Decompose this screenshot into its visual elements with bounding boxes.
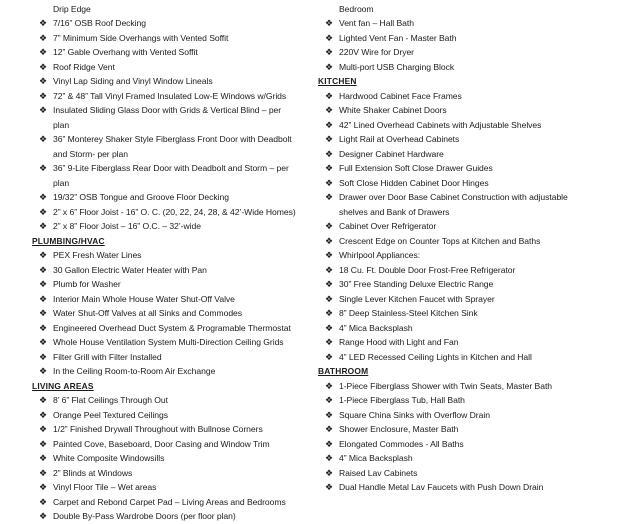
spec-text: 36” 9-Lite Fiberglass Rear Door with Deadbolt and Storm – per [53, 163, 289, 173]
spec-text: Filter Grill with Filter Installed [53, 351, 162, 362]
section-heading: LIVING AREAS [32, 380, 94, 391]
spec-text: 2” x 6” Floor Joist - 16” O. C. (20, 22, 24, 28, & 42’-Wide Homes) [53, 206, 296, 217]
spec-list-item [318, 466, 634, 481]
spec-text: 2” x 8” Floor Joist – 16” O.C. – 32’-wide [53, 221, 201, 231]
spec-text: Designer Cabinet Hardware [339, 148, 444, 159]
spec-list-item [318, 263, 634, 278]
spec-list-item [318, 321, 634, 336]
spec-text: Square China Sinks with Overflow Drain [339, 409, 490, 420]
diamond-bullet-icon: ❖ [324, 177, 334, 188]
spec-list-item [318, 422, 634, 437]
spec-list-item [318, 480, 634, 495]
spec-list-item [318, 147, 634, 162]
diamond-bullet-icon: ❖ [38, 163, 48, 173]
spec-list-item [32, 306, 324, 321]
spec-text: Lighted Vent Fan - Master Bath [339, 32, 457, 43]
diamond-bullet-icon: ❖ [324, 467, 334, 478]
diamond-bullet-icon: ❖ [38, 76, 48, 86]
spec-text: Range Hood with Light and Fan [339, 337, 459, 347]
spec-list-item [318, 190, 634, 205]
diamond-bullet-icon: ❖ [324, 279, 334, 289]
spec-list-item [32, 393, 324, 408]
spec-text: Cabinet Over Refrigerator [339, 221, 437, 231]
diamond-bullet-icon: ❖ [38, 496, 48, 507]
spec-text: Vinyl Lap Siding and Vinyl Window Lineals [53, 76, 213, 86]
diamond-bullet-icon: ❖ [38, 105, 48, 115]
spec-text: Whole House Ventilation System Multi-Direction Ceiling Grids [53, 337, 284, 347]
spec-list-item [318, 292, 634, 307]
spec-list-item [32, 422, 324, 437]
diamond-bullet-icon: ❖ [38, 351, 48, 362]
diamond-bullet-icon: ❖ [38, 409, 48, 420]
spec-text: Whirlpool Appliances: [339, 250, 421, 260]
spec-list-item [318, 219, 634, 234]
spec-list-item [32, 277, 324, 292]
spec-list-item [318, 393, 634, 408]
spec-text: 12” Gable Overhang with Vented Soffit [53, 47, 198, 57]
spec-text: Full Extension Soft Close Drawer Guides [339, 163, 493, 173]
spec-list-item [318, 16, 634, 31]
spec-list-item [32, 16, 324, 31]
diamond-bullet-icon: ❖ [324, 90, 334, 101]
spec-text: Interior Main Whole House Water Shut-Off Valve [53, 293, 235, 304]
spec-list-item [318, 176, 634, 191]
spec-list-item [318, 45, 634, 60]
spec-list-item [32, 495, 324, 510]
spec-text: Dual Handle Metal Lav Faucets with Push Down Drain [339, 482, 544, 492]
spec-list-item [318, 379, 634, 394]
diamond-bullet-icon: ❖ [324, 337, 334, 347]
spec-list-item [32, 335, 324, 350]
spec-list-item [318, 60, 634, 75]
spec-text: 1-Piece Fiberglass Shower with Twin Seats, Master Bath [339, 380, 553, 391]
spec-list-item [318, 132, 634, 147]
spec-list-item [32, 205, 324, 220]
spec-list-item [318, 451, 634, 466]
spec-list-item [32, 451, 324, 466]
spec-text: 220V Wire for Dryer [339, 47, 414, 57]
spec-text: In the Ceiling Room-to-Room Air Exchange [53, 366, 216, 376]
right-spec-column [318, 0, 634, 495]
spec-text: 72” & 48” Tall Vinyl Framed Insulated Low-E Windows w/Grids [53, 90, 287, 101]
spec-list-item [318, 234, 634, 249]
diamond-bullet-icon: ❖ [324, 293, 334, 304]
diamond-bullet-icon: ❖ [324, 192, 334, 202]
diamond-bullet-icon: ❖ [38, 47, 48, 57]
spec-list-item [32, 466, 324, 481]
spec-list-item [318, 31, 634, 46]
diamond-bullet-icon: ❖ [324, 32, 334, 43]
spec-text: 2” Blinds at Windows [53, 467, 133, 478]
spec-list-item [32, 364, 324, 379]
spec-list-item [32, 190, 324, 205]
spec-text: PEX Fresh Water Lines [53, 250, 142, 260]
spec-text: 18 Cu. Ft. Double Door Frost-Free Refrigerator [339, 264, 516, 275]
spec-list-item [32, 103, 324, 118]
spec-list-item [318, 437, 634, 452]
spec-list-item [318, 118, 634, 133]
spec-text: Elongated Commodes - All Baths [339, 438, 464, 449]
spec-text: shelves and Bank of Drawers [339, 206, 450, 217]
diamond-bullet-icon: ❖ [324, 235, 334, 246]
spec-text: Vinyl Floor Tile – Wet areas [53, 482, 157, 492]
diamond-bullet-icon: ❖ [38, 366, 48, 376]
spec-text: Soft Close Hidden Cabinet Door Hinges [339, 177, 489, 188]
spec-list-item [32, 45, 324, 60]
spec-list-item [32, 263, 324, 278]
diamond-bullet-icon: ❖ [38, 18, 48, 28]
spec-text: plan [53, 177, 70, 188]
spec-text: Drip Edge [53, 3, 91, 14]
spec-text: and Storm- per plan [53, 148, 129, 159]
diamond-bullet-icon: ❖ [38, 221, 48, 231]
spec-list-item [32, 437, 324, 452]
spec-list-item [318, 248, 634, 263]
diamond-bullet-icon: ❖ [38, 279, 48, 289]
diamond-bullet-icon: ❖ [324, 250, 334, 260]
spec-text: 8’ 6” Flat Ceilings Through Out [53, 395, 168, 405]
diamond-bullet-icon: ❖ [38, 424, 48, 434]
diamond-bullet-icon: ❖ [324, 148, 334, 159]
section-heading: BATHROOM [318, 366, 369, 376]
spec-list-item [32, 74, 324, 89]
spec-text: Light Rail at Overhead Cabinets [339, 134, 460, 144]
spec-text: 8” Deep Stainless-Steel Kitchen Sink [339, 308, 478, 318]
diamond-bullet-icon: ❖ [38, 192, 48, 202]
diamond-bullet-icon: ❖ [324, 351, 334, 362]
spec-text: 1-Piece Fiberglass Tub, Hall Bath [339, 395, 465, 405]
diamond-bullet-icon: ❖ [324, 163, 334, 173]
spec-text: Single Lever Kitchen Faucet with Sprayer [339, 293, 495, 304]
spec-text: 30” Free Standing Deluxe Electric Range [339, 279, 494, 289]
spec-list-item [32, 480, 324, 495]
diamond-bullet-icon: ❖ [38, 206, 48, 217]
diamond-bullet-icon: ❖ [324, 119, 334, 130]
spec-text: Plumb for Washer [53, 279, 121, 289]
diamond-bullet-icon: ❖ [324, 438, 334, 449]
spec-text: 36” Monterey Shaker Style Fiberglass Front Door with Deadbolt [53, 134, 292, 144]
spec-list-item [318, 277, 634, 292]
diamond-bullet-icon: ❖ [38, 264, 48, 275]
diamond-bullet-icon: ❖ [38, 453, 48, 463]
spec-text: Double By-Pass Wardrobe Doors (per floor plan) [53, 511, 236, 521]
spec-text: Drawer over Door Base Cabinet Construction with adjustable [339, 192, 568, 202]
section-heading: KITCHEN [318, 76, 357, 86]
spec-text: White Composite Windowsills [53, 453, 165, 463]
diamond-bullet-icon: ❖ [38, 322, 48, 333]
diamond-bullet-icon: ❖ [324, 395, 334, 405]
diamond-bullet-icon: ❖ [324, 61, 334, 72]
section-heading: PLUMBING/HVAC [32, 235, 105, 246]
spec-list-item-continuation [318, 205, 634, 220]
diamond-bullet-icon: ❖ [38, 250, 48, 260]
spec-text: Roof Ridge Vent [53, 61, 115, 72]
spec-text: plan [53, 119, 70, 130]
spec-text: Engineered Overhead Duct System & Programable Thermostat [53, 322, 291, 333]
left-spec-column [32, 0, 324, 524]
spec-list-item [318, 161, 634, 176]
spec-text: 42” Lined Overhead Cabinets with Adjustable Shelves [339, 119, 542, 130]
spec-text: 4” LED Recessed Ceiling Lights in Kitchen and Hall [339, 351, 532, 362]
spec-list-item [318, 335, 634, 350]
spec-text: Hardwood Cabinet Face Frames [339, 90, 462, 101]
spec-list-item [32, 350, 324, 365]
spec-text: Insulated Sliding Glass Door with Grids & Vertical Blind – per [53, 105, 282, 115]
spec-list-item [318, 350, 634, 365]
diamond-bullet-icon: ❖ [324, 134, 334, 144]
spec-text: Vent fan – Hall Bath [339, 18, 414, 28]
spec-list-item-continuation [318, 2, 634, 17]
diamond-bullet-icon: ❖ [324, 18, 334, 28]
spec-text: White Shaker Cabinet Doors [339, 105, 447, 115]
diamond-bullet-icon: ❖ [324, 221, 334, 231]
spec-list-item [318, 306, 634, 321]
spec-list-item [318, 89, 634, 104]
spec-text: Bedroom [339, 3, 374, 14]
diamond-bullet-icon: ❖ [324, 264, 334, 275]
spec-text: Multi-port USB Charging Block [339, 61, 455, 72]
diamond-bullet-icon: ❖ [38, 467, 48, 478]
spec-list-item [32, 60, 324, 75]
diamond-bullet-icon: ❖ [324, 453, 334, 463]
spec-text: 1/2” Finished Drywall Throughout with Bullnose Corners [53, 424, 263, 434]
spec-text: Shower Enclosure, Master Bath [339, 424, 459, 434]
spec-list-item [318, 103, 634, 118]
spec-list-item [32, 89, 324, 104]
diamond-bullet-icon: ❖ [38, 395, 48, 405]
spec-text: Carpet and Rebond Carpet Pad – Living Areas and Bedrooms [53, 496, 286, 507]
spec-list-item [32, 509, 324, 524]
diamond-bullet-icon: ❖ [38, 337, 48, 347]
spec-text: Raised Lav Cabinets [339, 467, 418, 478]
spec-list-item-continuation [32, 2, 324, 17]
spec-text: Water Shut-Off Valves at all Sinks and Commodes [53, 308, 243, 318]
diamond-bullet-icon: ❖ [38, 511, 48, 521]
diamond-bullet-icon: ❖ [324, 47, 334, 57]
diamond-bullet-icon: ❖ [38, 438, 48, 449]
spec-text: 4” Mica Backsplash [339, 453, 413, 463]
spec-list-item [318, 408, 634, 423]
spec-list-item [32, 219, 324, 234]
spec-text: Orange Peel Textured Ceilings [53, 409, 168, 420]
diamond-bullet-icon: ❖ [324, 409, 334, 420]
spec-list-item-continuation [32, 147, 324, 162]
spec-list-item [32, 408, 324, 423]
spec-list-item [32, 321, 324, 336]
spec-text: 7” Minimum Side Overhangs with Vented Soffit [53, 32, 229, 43]
spec-list-item-continuation [32, 176, 324, 191]
spec-list-item [32, 31, 324, 46]
spec-text: 7/16” OSB Roof Decking [53, 18, 146, 28]
diamond-bullet-icon: ❖ [38, 90, 48, 101]
diamond-bullet-icon: ❖ [38, 482, 48, 492]
spec-text: Painted Cove, Baseboard, Door Casing and Window Trim [53, 438, 270, 449]
spec-list-item [32, 292, 324, 307]
diamond-bullet-icon: ❖ [38, 32, 48, 43]
diamond-bullet-icon: ❖ [324, 308, 334, 318]
spec-list-item-continuation [32, 118, 324, 133]
spec-list-item [32, 132, 324, 147]
spec-list-item [32, 248, 324, 263]
diamond-bullet-icon: ❖ [324, 322, 334, 333]
spec-list-item [32, 161, 324, 176]
spec-text: Crescent Edge on Counter Tops at Kitchen and Baths [339, 235, 541, 246]
diamond-bullet-icon: ❖ [324, 482, 334, 492]
spec-text: 4” Mica Backsplash [339, 322, 413, 333]
diamond-bullet-icon: ❖ [38, 308, 48, 318]
diamond-bullet-icon: ❖ [324, 424, 334, 434]
diamond-bullet-icon: ❖ [324, 105, 334, 115]
spec-text: 30 Gallon Electric Water Heater with Pan [53, 264, 207, 275]
spec-text: 19/32” OSB Tongue and Groove Floor Decking [53, 192, 229, 202]
diamond-bullet-icon: ❖ [38, 61, 48, 72]
diamond-bullet-icon: ❖ [324, 380, 334, 391]
diamond-bullet-icon: ❖ [38, 134, 48, 144]
diamond-bullet-icon: ❖ [38, 293, 48, 304]
